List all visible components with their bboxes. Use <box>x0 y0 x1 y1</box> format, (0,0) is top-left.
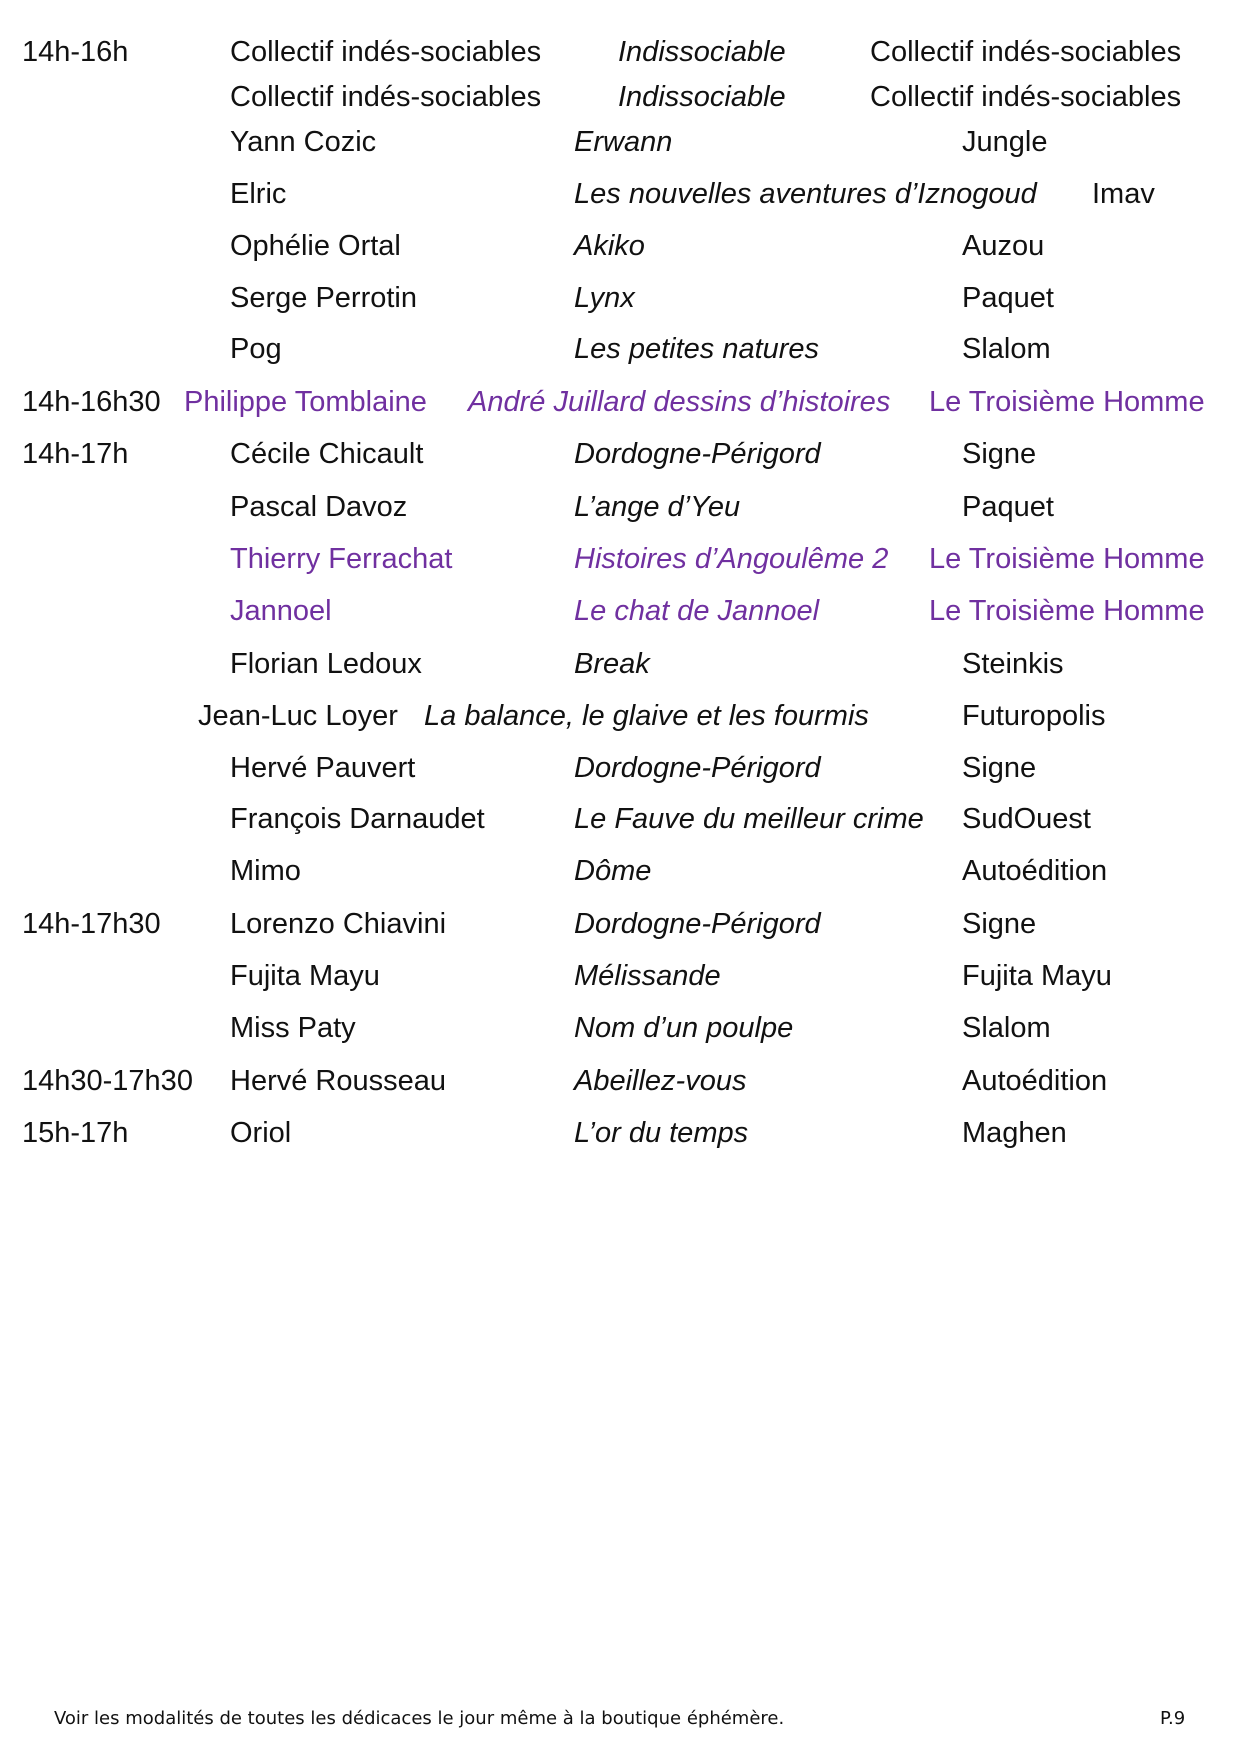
author-name: Philippe Tomblaine <box>184 386 427 418</box>
publisher-name: Signe <box>962 752 1037 784</box>
author-name: Thierry Ferrachat <box>230 543 453 575</box>
publisher-name: Maghen <box>962 1117 1067 1149</box>
schedule-row <box>0 750 1240 790</box>
book-title: Erwann <box>574 126 673 158</box>
author-name: Ophélie Ortal <box>230 230 401 262</box>
author-name: Jannoel <box>230 595 332 627</box>
book-title: Indissociable <box>618 81 786 113</box>
publisher-name: Futuropolis <box>962 700 1106 732</box>
time-slot: 14h-16h30 <box>22 386 161 418</box>
schedule-row <box>0 79 1240 119</box>
book-title: La balance, le glaive et les fourmis <box>424 700 869 732</box>
publisher-name: Signe <box>962 438 1037 470</box>
author-name: Fujita Mayu <box>230 960 380 992</box>
schedule-row <box>0 436 1240 476</box>
author-name: Elric <box>230 178 287 210</box>
schedule-row <box>0 958 1240 998</box>
book-title: Abeillez-vous <box>574 1065 747 1097</box>
schedule-row <box>0 541 1240 581</box>
time-slot: 15h-17h <box>22 1117 129 1149</box>
book-title: André Juillard dessins d’histoires <box>468 386 891 418</box>
schedule-row <box>0 801 1240 841</box>
book-title: Dordogne-Périgord <box>574 438 821 470</box>
author-name: Florian Ledoux <box>230 648 422 680</box>
book-title: Nom d’un poulpe <box>574 1012 794 1044</box>
book-title: Le Fauve du meilleur crime <box>574 803 924 835</box>
schedule-row <box>0 1115 1240 1155</box>
schedule-row <box>0 228 1240 268</box>
author-name: Collectif indés-sociables <box>230 81 542 113</box>
schedule-row <box>0 124 1240 164</box>
publisher-name: Le Troisième Homme <box>929 386 1205 418</box>
publisher-name: Jungle <box>962 126 1048 158</box>
author-name: François Darnaudet <box>230 803 485 835</box>
publisher-name: Auzou <box>962 230 1045 262</box>
publisher-name: SudOuest <box>962 803 1091 835</box>
author-name: Miss Paty <box>230 1012 356 1044</box>
footer-note: Voir les modalités de toutes les dédicaces le jour même à la boutique éphémère. <box>54 1708 785 1729</box>
author-name: Pog <box>230 333 282 365</box>
book-title: Dordogne-Périgord <box>574 908 821 940</box>
schedule-row <box>0 489 1240 529</box>
book-title: Break <box>574 648 650 680</box>
publisher-name: Paquet <box>962 491 1054 523</box>
book-title: Les nouvelles aventures d’Iznogoud <box>574 178 1037 210</box>
book-title: Indissociable <box>618 36 786 68</box>
schedule-row <box>0 384 1240 424</box>
book-title: Akiko <box>574 230 645 262</box>
author-name: Pascal Davoz <box>230 491 408 523</box>
time-slot: 14h-16h <box>22 36 129 68</box>
author-name: Hervé Pauvert <box>230 752 416 784</box>
publisher-name: Collectif indés-sociables <box>870 36 1182 68</box>
time-slot: 14h-17h <box>22 438 129 470</box>
author-name: Collectif indés-sociables <box>230 36 542 68</box>
publisher-name: Autoédition <box>962 1065 1108 1097</box>
publisher-name: Autoédition <box>962 855 1108 887</box>
book-title: Les petites natures <box>574 333 820 365</box>
schedule-row <box>0 906 1240 946</box>
book-title: Mélissande <box>574 960 721 992</box>
book-title: Lynx <box>574 282 635 314</box>
author-name: Cécile Chicault <box>230 438 424 470</box>
publisher-name: Collectif indés-sociables <box>870 81 1182 113</box>
schedule-row <box>0 853 1240 893</box>
publisher-name: Fujita Mayu <box>962 960 1112 992</box>
book-title: L’ange d’Yeu <box>574 491 741 523</box>
author-name: Yann Cozic <box>230 126 377 158</box>
schedule-row <box>0 34 1240 74</box>
schedule-row <box>0 593 1240 633</box>
publisher-name: Imav <box>1092 178 1155 210</box>
publisher-name: Paquet <box>962 282 1054 314</box>
author-name: Jean-Luc Loyer <box>198 700 398 732</box>
publisher-name: Le Troisième Homme <box>929 595 1205 627</box>
author-name: Hervé Rousseau <box>230 1065 446 1097</box>
schedule-row <box>0 280 1240 320</box>
book-title: Dordogne-Périgord <box>574 752 821 784</box>
publisher-name: Le Troisième Homme <box>929 543 1205 575</box>
author-name: Mimo <box>230 855 301 887</box>
time-slot: 14h-17h30 <box>22 908 161 940</box>
author-name: Lorenzo Chiavini <box>230 908 447 940</box>
publisher-name: Slalom <box>962 333 1051 365</box>
schedule-row <box>0 331 1240 371</box>
author-name: Oriol <box>230 1117 292 1149</box>
book-title: L’or du temps <box>574 1117 749 1149</box>
book-title: Le chat de Jannoel <box>574 595 820 627</box>
schedule-row <box>0 176 1240 216</box>
publisher-name: Signe <box>962 908 1037 940</box>
publisher-name: Slalom <box>962 1012 1051 1044</box>
schedule-row <box>0 646 1240 686</box>
author-name: Serge Perrotin <box>230 282 417 314</box>
book-title: Dôme <box>574 855 652 887</box>
schedule-row <box>0 698 1240 738</box>
publisher-name: Steinkis <box>962 648 1064 680</box>
schedule-row <box>0 1063 1240 1103</box>
book-title: Histoires d’Angoulême 2 <box>574 543 889 575</box>
schedule-row <box>0 1010 1240 1050</box>
time-slot: 14h30-17h30 <box>22 1065 193 1097</box>
page-number: P.9 <box>1160 1708 1186 1729</box>
